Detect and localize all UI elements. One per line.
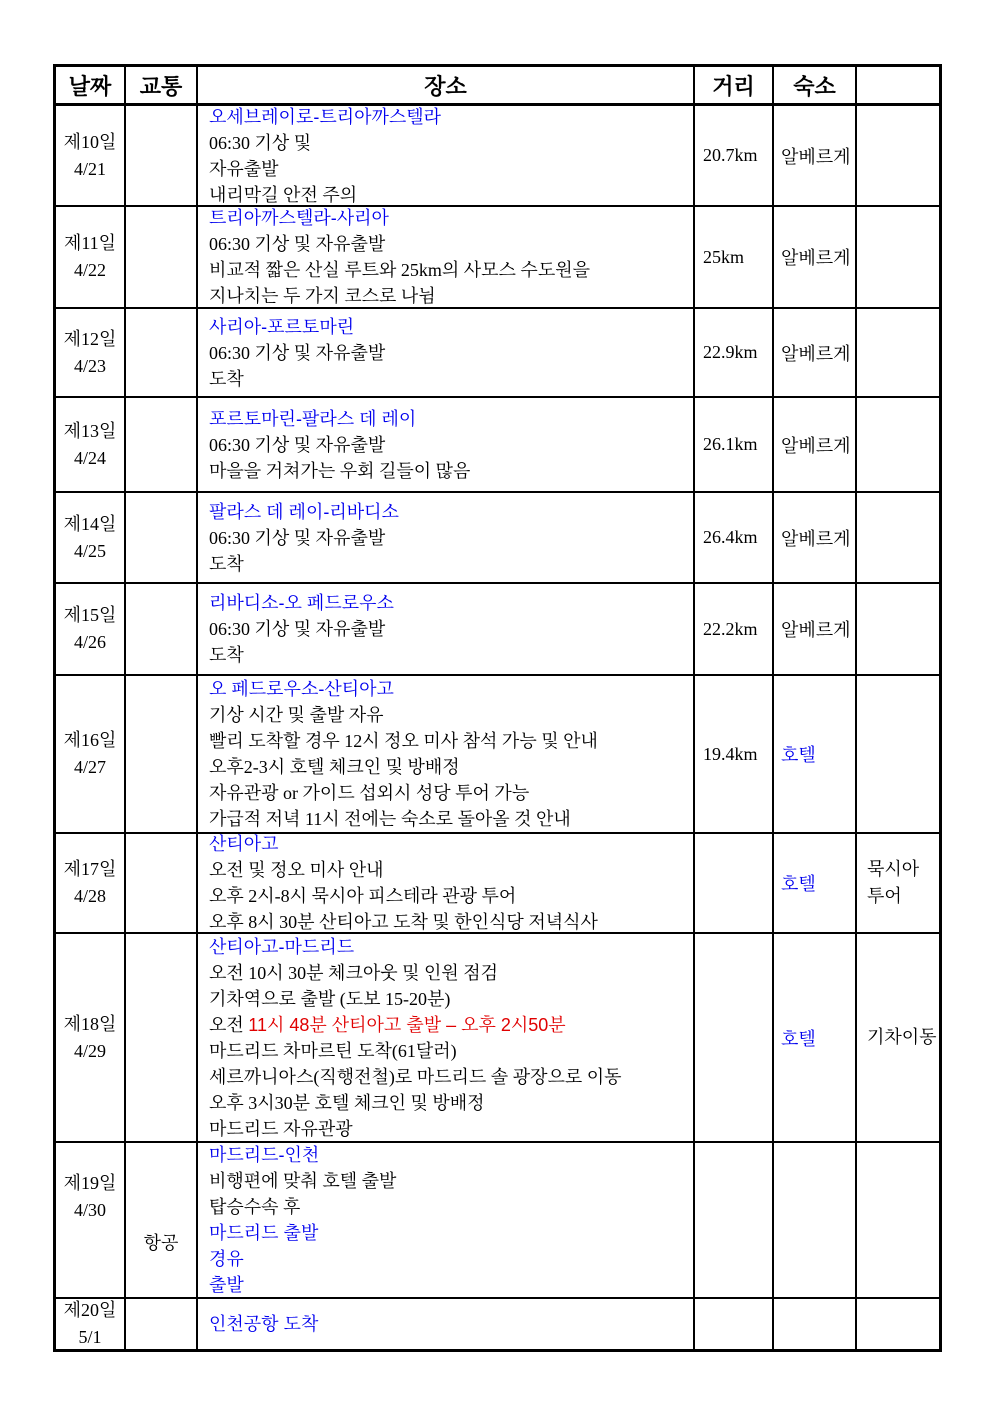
- cell-distance: [695, 834, 774, 932]
- place-line: [209, 283, 693, 307]
- text-segment: 세르까니아스(직행전철)로 마드리드 솔 광장으로 이동: [209, 1066, 622, 1087]
- date-label: 4/23: [73, 355, 106, 376]
- lodging-value: 호텔: [781, 745, 816, 765]
- text-segment: 오후2-3시 호텔 체크인 및 방배정: [209, 757, 460, 777]
- header-cell-distance: 거리: [695, 67, 774, 103]
- place-line: [209, 1038, 693, 1064]
- place-line: [209, 676, 693, 702]
- place-line: [209, 432, 693, 458]
- place-line: [209, 1012, 693, 1038]
- cell-lodging: [774, 398, 857, 491]
- cell-place: [198, 1143, 695, 1297]
- text-segment: 마을을 거쳐가는 우회 길들이 많음: [209, 460, 471, 481]
- place-line: [209, 616, 693, 642]
- place-line: [209, 960, 693, 986]
- header-row: [56, 67, 939, 106]
- text-segment: 마드리드 차마르틴 도착(61달러): [209, 1040, 457, 1061]
- cell-place: [198, 934, 695, 1141]
- cell-lodging: [774, 309, 857, 396]
- header-cell-place: 장소: [198, 67, 695, 103]
- text-segment: 오전 10시 30분 체크아웃 및 인원 점검: [209, 962, 499, 983]
- cell-distance: [695, 106, 774, 205]
- cell-note: [857, 1143, 939, 1297]
- cell-place: [198, 584, 695, 674]
- place-line: [209, 1272, 693, 1297]
- cell-distance: [695, 584, 774, 674]
- text-segment: 탑승수속 후: [209, 1197, 301, 1217]
- cell-transport: [126, 106, 198, 205]
- header-cell-lodging: 숙소: [774, 67, 857, 103]
- cell-distance: [695, 1299, 774, 1349]
- lodging-value: 알베르게: [781, 435, 851, 456]
- place-line: [209, 366, 693, 392]
- cell-lodging: [774, 1143, 857, 1297]
- note-line: 투어: [867, 886, 902, 906]
- text-segment: 06:30 기상 및 자유출발: [209, 342, 386, 363]
- place-line: [209, 106, 693, 130]
- place-line: [209, 1220, 693, 1246]
- text-segment: 산티아고: [209, 834, 279, 854]
- day-label: 제18일: [63, 1013, 117, 1034]
- cell-lodging: [774, 106, 857, 205]
- place-line: [209, 207, 693, 231]
- day-label: 제14일: [63, 513, 117, 534]
- cell-distance: [695, 398, 774, 491]
- text-segment: 가급적 저녁 11시 전에는 숙소로 돌아올 것 안내: [209, 809, 571, 829]
- place-line: [209, 857, 693, 883]
- text-segment: 도착: [209, 553, 244, 574]
- text-segment: 기차역으로 출발 (도보 15-20분): [209, 988, 451, 1009]
- date-label: 4/25: [73, 540, 106, 561]
- cell-transport: [126, 309, 198, 396]
- cell-lodging: [774, 676, 857, 832]
- header-cell-note: [857, 67, 939, 103]
- distance-value: 26.4km: [703, 527, 758, 547]
- text-segment: 사리아-포르토마린: [209, 316, 355, 337]
- distance-value: 20.7km: [703, 145, 758, 165]
- table-row: [56, 584, 939, 676]
- date-label: 4/27: [73, 757, 106, 777]
- place-line: [209, 806, 693, 832]
- text-segment: 비행편에 맞춰 호텔 출발: [209, 1171, 397, 1191]
- place-line: [209, 883, 693, 909]
- cell-note: [857, 1299, 939, 1349]
- text-segment: 도착: [209, 368, 244, 389]
- date-label: 4/26: [73, 632, 106, 652]
- place-line: [209, 182, 693, 206]
- table-row: [56, 309, 939, 398]
- cell-note: [857, 309, 939, 396]
- place-line: [209, 525, 693, 551]
- cell-distance: [695, 934, 774, 1141]
- text-segment: 빨리 도착할 경우 12시 정오 미사 참석 가능 및 안내: [209, 731, 598, 751]
- place-line: [209, 499, 693, 525]
- text-segment: 06:30 기상 및 자유출발: [209, 527, 386, 548]
- place-line: [209, 1168, 693, 1194]
- place-line: [209, 1311, 693, 1337]
- cell-note: [857, 398, 939, 491]
- table-row: [56, 106, 939, 207]
- place-line: [209, 986, 693, 1012]
- cell-day: [56, 1299, 126, 1349]
- cell-lodging: [774, 1299, 857, 1349]
- text-segment: 오전 및 정오 미사 안내: [209, 860, 384, 880]
- cell-note: [857, 676, 939, 832]
- cell-day: [56, 834, 126, 932]
- date-label: 4/29: [73, 1040, 106, 1061]
- place-line: [209, 1194, 693, 1220]
- text-segment: 리바디소-오 페드로우소: [209, 593, 394, 613]
- cell-distance: [695, 676, 774, 832]
- text-segment: 자유출발: [209, 158, 279, 179]
- cell-note: [857, 934, 939, 1141]
- text-segment: 경유: [209, 1249, 244, 1269]
- cell-transport: [126, 1299, 198, 1349]
- table-row: [56, 207, 939, 309]
- text-segment: 오후 2시-8시 묵시아 피스테라 관광 투어: [209, 886, 517, 906]
- lodging-value: 알베르게: [781, 528, 851, 549]
- text-segment: 출발: [209, 1275, 244, 1295]
- cell-note: [857, 106, 939, 205]
- distance-value: 22.2km: [703, 618, 758, 639]
- header-cell-transport: 교통: [126, 67, 198, 103]
- text-segment: 트리아까스텔라-사리아: [209, 208, 389, 228]
- cell-transport: [126, 676, 198, 832]
- cell-place: [198, 493, 695, 582]
- cell-note: [857, 207, 939, 307]
- cell-place: [198, 1299, 695, 1349]
- cell-lodging: [774, 584, 857, 674]
- cell-day: [56, 493, 126, 582]
- place-line: [209, 340, 693, 366]
- place-line: [209, 909, 693, 932]
- place-line: [209, 458, 693, 484]
- cell-transport: [126, 398, 198, 491]
- cell-distance: [695, 207, 774, 307]
- place-line: [209, 642, 693, 668]
- place-line: [209, 1090, 693, 1116]
- lodging-value: 알베르게: [781, 146, 851, 167]
- lodging-value: 알베르게: [781, 620, 851, 640]
- cell-place: [198, 309, 695, 396]
- cell-place: [198, 834, 695, 932]
- transport-label: 항공: [143, 1233, 179, 1253]
- day-label: 제11일: [63, 233, 117, 253]
- cell-day: [56, 207, 126, 307]
- date-label: 5/1: [78, 1327, 102, 1347]
- cell-day: [56, 398, 126, 491]
- text-segment: 인천공항 도착: [209, 1314, 319, 1334]
- day-label: 제20일: [63, 1300, 117, 1320]
- cell-distance: [695, 493, 774, 582]
- day-label: 제16일: [63, 730, 117, 750]
- text-segment: 오세브레이로-트리아까스텔라: [209, 106, 442, 127]
- note-line: 기차이동: [867, 1027, 937, 1047]
- day-label: 제19일: [63, 1173, 117, 1193]
- cell-day: [56, 676, 126, 832]
- cell-distance: [695, 1143, 774, 1297]
- day-label: 제15일: [63, 605, 117, 625]
- text-segment: 산티아고-마드리드: [209, 936, 355, 957]
- place-line: [209, 1064, 693, 1090]
- place-line: [209, 1143, 693, 1168]
- text-segment: 기상 시간 및 출발 자유: [209, 705, 384, 725]
- table-row: [56, 1143, 939, 1299]
- note-line: 묵시아: [867, 859, 920, 879]
- place-line: [209, 231, 693, 257]
- place-line: [209, 934, 693, 960]
- table-row: [56, 1299, 939, 1349]
- cell-place: [198, 207, 695, 307]
- cell-transport: [126, 584, 198, 674]
- cell-day: [56, 106, 126, 205]
- cell-transport: [126, 834, 198, 932]
- place-line: [209, 834, 693, 857]
- cell-note: [857, 493, 939, 582]
- date-label: 4/28: [73, 886, 106, 906]
- place-line: [209, 1116, 693, 1142]
- cell-lodging: [774, 207, 857, 307]
- date-label: 4/30: [73, 1200, 106, 1220]
- text-segment: 06:30 기상 및: [209, 132, 312, 153]
- table-row: [56, 934, 939, 1143]
- cell-transport: [126, 1143, 198, 1297]
- distance-value: 22.9km: [703, 342, 758, 362]
- text-segment: 마드리드 자유관광: [209, 1118, 353, 1139]
- place-line: [209, 130, 693, 156]
- cell-lodging: [774, 493, 857, 582]
- lodging-value: 호텔: [781, 874, 816, 894]
- text-segment: 06:30 기상 및 자유출발: [209, 619, 386, 639]
- day-label: 제12일: [63, 328, 117, 349]
- cell-lodging: [774, 834, 857, 932]
- text-segment: 11시 48분 산티아고 출발 – 오후 2시50분: [248, 1014, 566, 1035]
- text-segment: 비교적 짧은 산실 루트와 25km의 사모스 수도원을: [209, 260, 590, 280]
- text-segment: 포르토마린-팔라스 데 레이: [209, 408, 417, 429]
- table-body: [56, 106, 939, 1349]
- text-segment: 06:30 기상 및 자유출발: [209, 434, 386, 455]
- place-line: [209, 406, 693, 432]
- place-line: [209, 702, 693, 728]
- text-segment: 팔라스 데 레이-리바디소: [209, 501, 399, 522]
- place-line: [209, 780, 693, 806]
- cell-place: [198, 676, 695, 832]
- cell-place: [198, 106, 695, 205]
- place-line: [209, 728, 693, 754]
- distance-value: 25km: [703, 246, 745, 267]
- table-row: [56, 493, 939, 584]
- distance-value: 26.1km: [703, 434, 758, 454]
- table-row: [56, 676, 939, 834]
- date-label: 4/21: [73, 158, 106, 179]
- cell-distance: [695, 309, 774, 396]
- text-segment: 마드리드 출발: [209, 1223, 319, 1243]
- cell-transport: [126, 493, 198, 582]
- text-segment: 오전: [209, 1014, 249, 1035]
- day-label: 제13일: [63, 420, 117, 441]
- place-line: [209, 551, 693, 577]
- text-segment: 마드리드-인천: [209, 1145, 320, 1165]
- day-label: 제17일: [63, 859, 117, 879]
- text-segment: 자유관광 or 가이드 섭외시 성당 투어 가능: [209, 783, 530, 803]
- place-line: [209, 314, 693, 340]
- itinerary-table: [53, 64, 942, 1352]
- cell-note: [857, 584, 939, 674]
- date-label: 4/22: [73, 260, 106, 280]
- header-cell-date: 날짜: [56, 67, 126, 103]
- table-row: [56, 398, 939, 493]
- cell-note: [857, 834, 939, 932]
- lodging-value: 호텔: [781, 1028, 816, 1049]
- text-segment: 오 페드로우소-산티아고: [209, 679, 394, 699]
- text-segment: 도착: [209, 645, 244, 665]
- day-label: 제10일: [63, 131, 117, 152]
- cell-transport: [126, 207, 198, 307]
- cell-day: [56, 584, 126, 674]
- distance-value: 19.4km: [703, 743, 758, 764]
- cell-day: [56, 309, 126, 396]
- cell-lodging: [774, 934, 857, 1141]
- place-line: [209, 590, 693, 616]
- date-label: 4/24: [73, 447, 106, 468]
- text-segment: 오후 8시 30분 산티아고 도착 및 한인식당 저녁식사: [209, 912, 598, 932]
- cell-place: [198, 398, 695, 491]
- place-line: [209, 1246, 693, 1272]
- place-line: [209, 156, 693, 182]
- cell-day: [56, 934, 126, 1141]
- lodging-value: 알베르게: [781, 343, 851, 364]
- text-segment: 내리막길 안전 주의: [209, 184, 358, 205]
- table-row: [56, 834, 939, 934]
- place-line: [209, 754, 693, 780]
- text-segment: 지나치는 두 가지 코스로 나뉨: [209, 286, 436, 306]
- place-line: [209, 257, 693, 283]
- cell-transport: [126, 934, 198, 1141]
- lodging-value: 알베르게: [781, 248, 851, 268]
- text-segment: 오후 3시30분 호텔 체크인 및 방배정: [209, 1092, 485, 1113]
- text-segment: 06:30 기상 및 자유출발: [209, 234, 386, 254]
- cell-day: [56, 1143, 126, 1297]
